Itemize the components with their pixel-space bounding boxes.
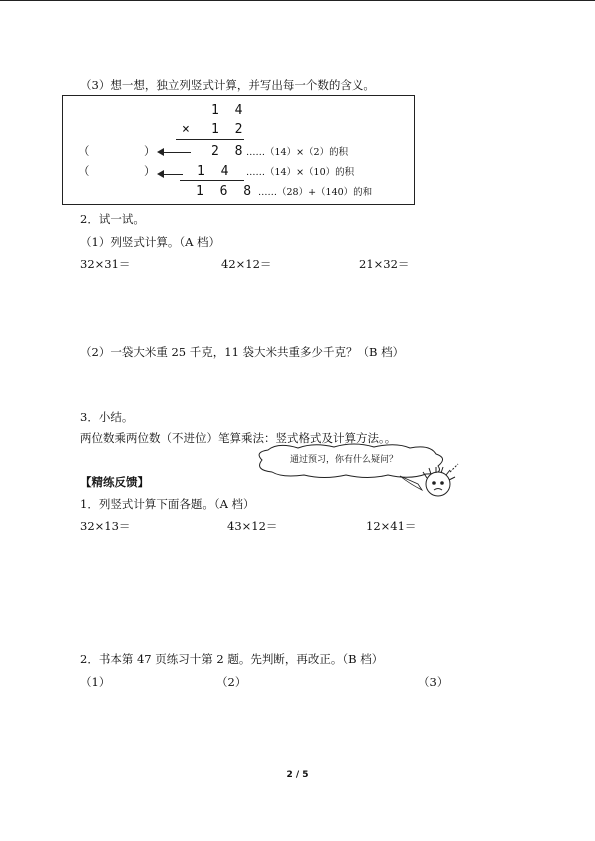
cloud-icon — [250, 442, 470, 502]
calc-partial-2: 1 4 — [197, 164, 233, 179]
calc-multiplier: 1 2 — [211, 122, 247, 137]
calc-rule-1 — [176, 139, 244, 140]
calc-note-2: ……（14）×（10）的积 — [246, 167, 355, 178]
page-number: 2 / 5 — [286, 770, 309, 780]
exercise-21x32: 21×32＝ — [359, 257, 410, 271]
thought-cloud — [250, 442, 470, 502]
part-2-label: （2） — [216, 675, 247, 689]
left-arrow-2 — [163, 174, 183, 175]
calc-partial-1: 2 8 — [211, 144, 247, 159]
blank-paren-close-2: ） — [144, 164, 156, 178]
calc-note-1: ……（14）×（2）的积 — [246, 147, 349, 158]
calc-times-sign: × — [182, 122, 194, 137]
rice-word-problem: （2）一袋大米重 25 千克，11 袋大米共重多少千克？（B 档） — [80, 345, 405, 359]
feedback-heading: 【精练反馈】 — [80, 475, 149, 489]
blank-paren-open-2: （ — [78, 164, 90, 178]
calc-multiplicand: 1 4 — [211, 103, 247, 118]
exercise-32x13: 32×13＝ — [80, 519, 131, 533]
exercise-32x31: 32×31＝ — [80, 257, 131, 271]
section2-title: 2．试一试。 — [80, 212, 145, 226]
calc-product: 1 6 8 — [196, 184, 256, 199]
left-arrow-1 — [163, 152, 191, 153]
feedback-q2: 2．书本第 47 页练习十第 2 题。先判断，再改正。（B 档） — [80, 652, 384, 666]
cloud-question-text: 通过预习，你有什么疑问？ — [290, 455, 399, 465]
calc-rule-2 — [180, 180, 244, 181]
exercise-42x12: 42×12＝ — [221, 257, 272, 271]
part-3-label: （3） — [418, 675, 449, 689]
section3-title: 3．小结。 — [80, 410, 134, 424]
page-top-rule — [0, 0, 595, 1]
calc-note-3: ……（28）+（140）的和 — [258, 187, 373, 198]
blank-paren-open-1: （ — [78, 144, 90, 158]
blank-paren-close-1: ） — [144, 144, 156, 158]
summary-text: 两位数乘两位数（不进位）笔算乘法：竖式格式及计算方法。。 — [80, 431, 397, 445]
section2-sub1: （1）列竖式计算。（A 档） — [80, 235, 221, 249]
q3-instruction: （3）想一想，独立列竖式计算，并写出每一个数的含义。 — [80, 78, 375, 92]
feedback-q1: 1．列竖式计算下面各题。（A 档） — [80, 497, 255, 511]
exercise-12x41: 12×41＝ — [366, 519, 417, 533]
part-1-label: （1） — [80, 675, 111, 689]
exercise-43x12: 43×12＝ — [227, 519, 278, 533]
